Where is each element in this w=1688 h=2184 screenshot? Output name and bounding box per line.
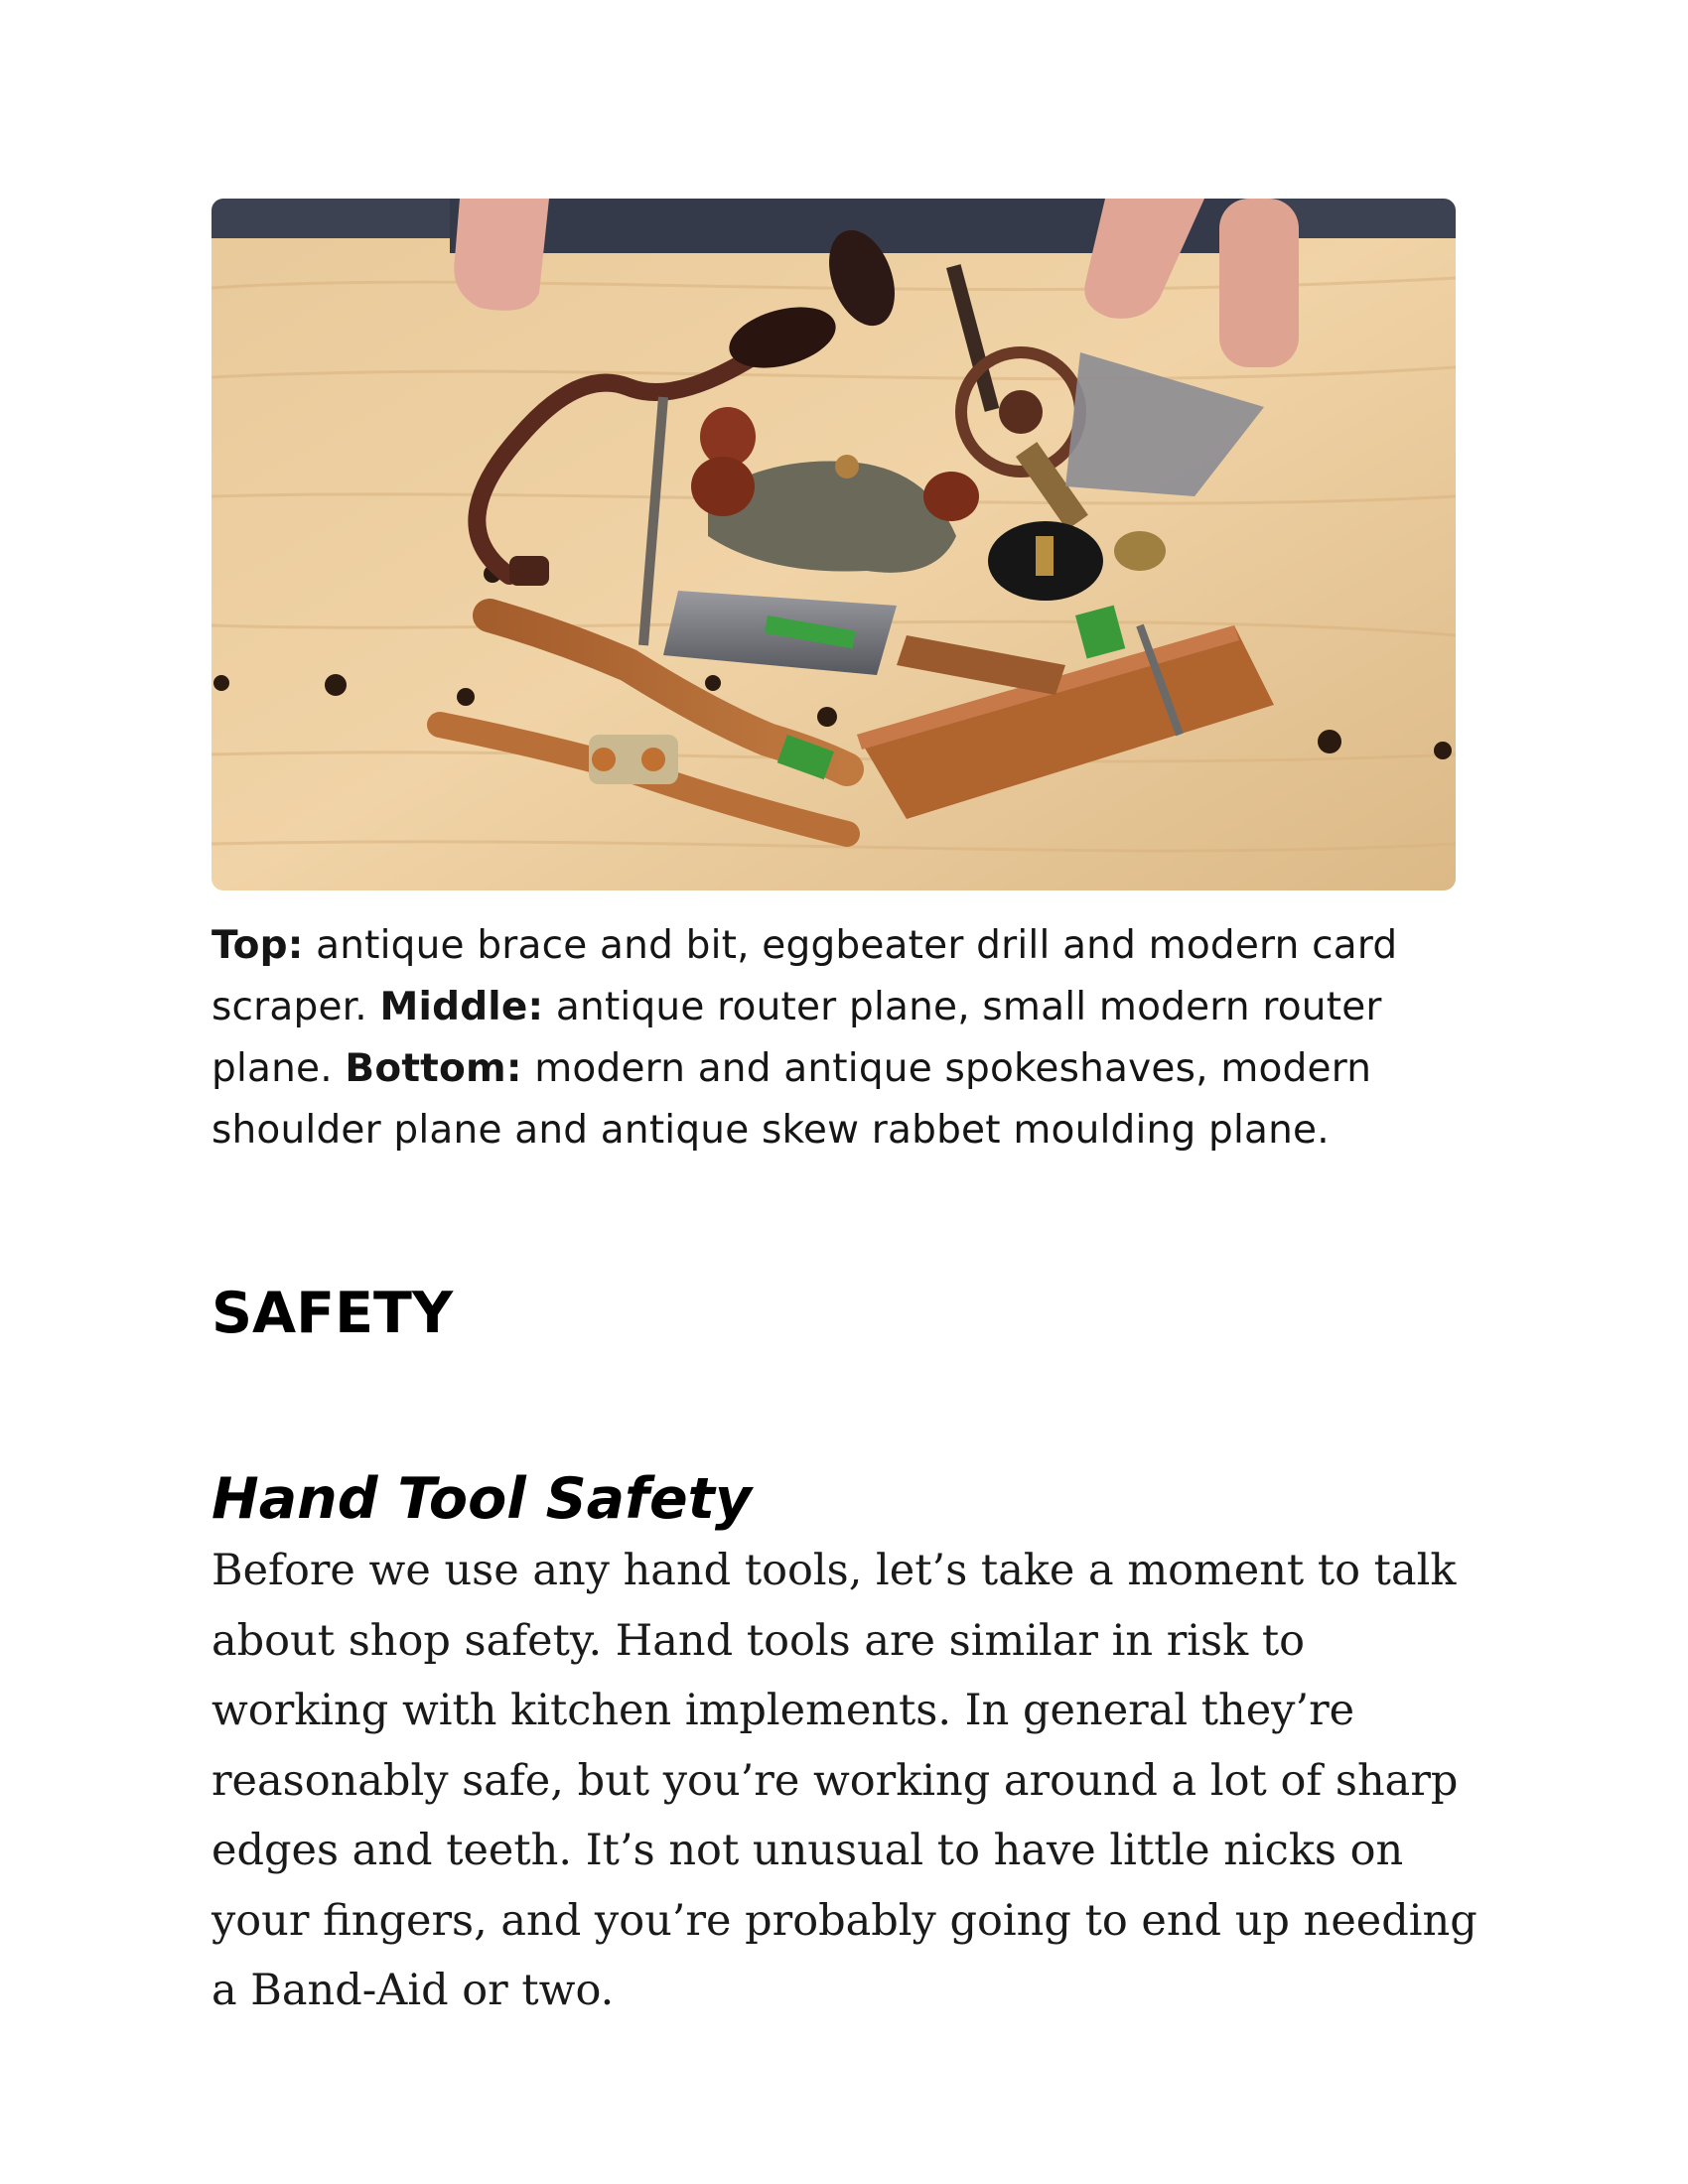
- caption-text-middle: antique router plane, small modern router plane.: [211, 985, 1382, 1091]
- section-heading: SAFETY: [211, 1281, 454, 1346]
- tools-photo: [211, 199, 1456, 890]
- caption-label-bottom: Bottom:: [345, 1046, 522, 1091]
- caption-label-middle: Middle:: [379, 985, 544, 1029]
- tools-photo-illustration: [211, 199, 1456, 890]
- caption-text-top: antique brace and bit, eggbeater drill and modern card scraper.: [211, 923, 1398, 1029]
- body-paragraph: Before we use any hand tools, let’s take a moment to talk about shop safety. Hand tools are similar in risk to working with kitchen implements. In general they’re reasonably safe, but you’re working around a lot of sharp edges and teeth. It’s not unusual to have little nicks on your fingers, and you’re probably going to end up needing a Band-Aid or two.: [211, 1546, 1477, 2015]
- figure-caption: [211, 915, 1492, 1161]
- caption-label-top: Top:: [211, 923, 304, 968]
- subsection-heading: Hand Tool Safety: [211, 1466, 753, 1532]
- caption-text-bottom: modern and antique spokeshaves, modern shoulder plane and antique skew rabbet moulding plane.: [211, 1046, 1372, 1153]
